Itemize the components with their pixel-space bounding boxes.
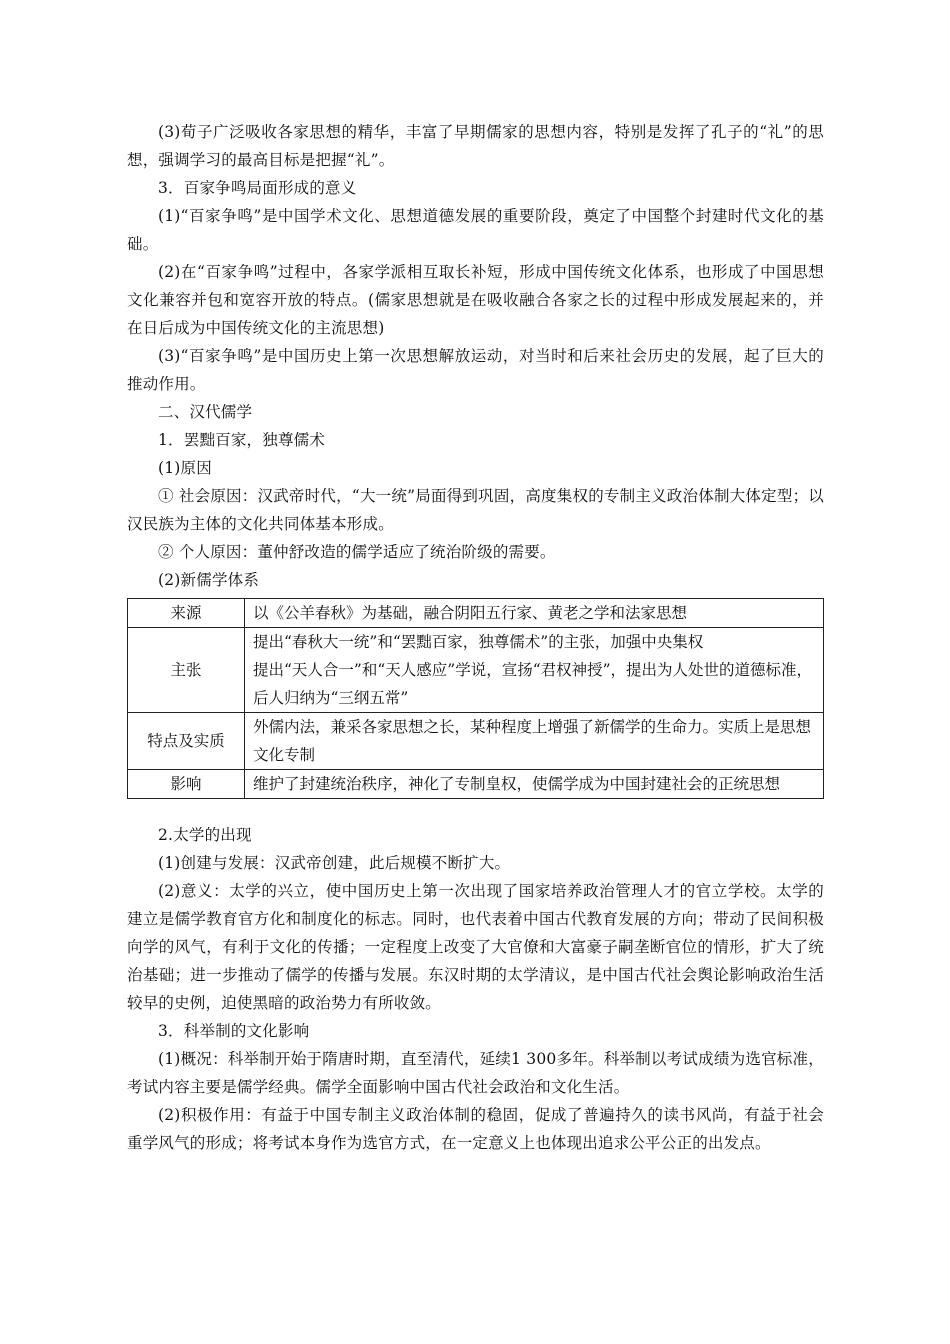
table-row <box>128 770 824 799</box>
table-value-cell <box>245 599 824 628</box>
section-heading: 二、汉代儒学 <box>158 403 253 421</box>
table-key-cell: 主张 <box>128 628 245 713</box>
table-row <box>128 599 824 628</box>
subsection-heading: 3．科举制的文化影响 <box>158 1022 310 1040</box>
paragraph: ② 个人原因：董仲舒改造的儒学适应了统治阶级的需要。 <box>158 543 556 561</box>
subsection-heading: (2)新儒学体系 <box>158 571 260 589</box>
paragraph: (1)概况：科举制开始于隋唐时期，直至清代，延续1 300多年。科举制以考试成绩为选官标准，考试内容主要是儒学经典。儒学全面影响中国古代社会政治和文化生活。 <box>127 1050 824 1096</box>
table-value-cell <box>245 713 824 770</box>
table-value-cell <box>245 628 824 713</box>
table-value-cell <box>245 770 824 799</box>
paragraph: (2)在“百家争鸣”过程中，各家学派相互取长补短，形成中国传统文化体系，也形成了中国思想文化兼容并包和宽容开放的特点。(儒家思想就是在吸收融合各家之长的过程中形成发展起来的，并在日后成为中国传统文化的主流思想) <box>127 263 824 337</box>
new-confucianism-table <box>127 598 824 799</box>
paragraph: (3)荀子广泛吸收各家思想的精华，丰富了早期儒家的思想内容，特别是发挥了孔子的“礼”的思想，强调学习的最高目标是把握“礼”。 <box>127 123 824 169</box>
subsection-heading: (1)原因 <box>158 459 212 477</box>
table-value-line: 维护了封建统治秩序，神化了专制皇权，使儒学成为中国封建社会的正统思想 <box>253 775 781 793</box>
paragraph: (1)“百家争鸣”是中国学术文化、思想道德发展的重要阶段，奠定了中国整个封建时代文化的基础。 <box>127 207 824 253</box>
table-value-line: 提出“春秋大一统”和“罢黜百家，独尊儒术”的主张，加强中央集权 <box>253 633 704 651</box>
subsection-heading: 2.太学的出现 <box>158 826 252 844</box>
subsection-heading: 1．罢黜百家，独尊儒术 <box>158 431 326 449</box>
table-row <box>128 713 824 770</box>
table-value-line: 以《公羊春秋》为基础，融合阴阳五行家、黄老之学和法家思想 <box>253 604 688 622</box>
paragraph: (2)积极作用：有益于中国专制主义政治体制的稳固，促成了普遍持久的读书风尚，有益于社会重学风气的形成；将考试本身作为选官方式，在一定意义上也体现出追求公平公正的出发点。 <box>127 1106 824 1152</box>
table-value-line: 提出“天人合一”和“天人感应”学说，宣扬“君权神授”，提出为人处世的道德标准，后人归纳为“三纲五常” <box>253 661 813 707</box>
paragraph: (3)“百家争鸣”是中国历史上第一次思想解放运动，对当时和后来社会历史的发展，起了巨大的推动作用。 <box>127 347 824 393</box>
table-key-cell: 来源 <box>128 599 245 628</box>
table-row <box>128 628 824 713</box>
table-key-cell: 特点及实质 <box>128 713 245 770</box>
document-page <box>127 118 824 1157</box>
section-heading: 3．百家争鸣局面形成的意义 <box>158 179 357 197</box>
paragraph: (1)创建与发展：汉武帝创建，此后规模不断扩大。 <box>158 854 511 872</box>
paragraph: ① 社会原因：汉武帝时代，“大一统”局面得到巩固，高度集权的专制主义政治体制大体定型；以汉民族为主体的文化共同体基本形成。 <box>127 487 824 533</box>
table-value-line: 外儒内法，兼采各家思想之长，某种程度上增强了新儒学的生命力。实质上是思想文化专制 <box>253 718 812 764</box>
paragraph: (2)意义：太学的兴立，使中国历史上第一次出现了国家培养政治管理人才的官立学校。太学的建立是儒学教育官方化和制度化的标志。同时，也代表着中国古代教育发展的方向；带动了民间积极向学的风气，有利于文化的传播；一定程度上改变了大官僚和大富豪子嗣垄断官位的情形，扩大了统治基础；进一步推动了儒学的传播与发展。东汉时期的太学清议，是中国古代社会舆论影响政治生活较早的史例，迫使黑暗的政治势力有所收敛。 <box>127 882 824 1012</box>
table-key-cell: 影响 <box>128 770 245 799</box>
